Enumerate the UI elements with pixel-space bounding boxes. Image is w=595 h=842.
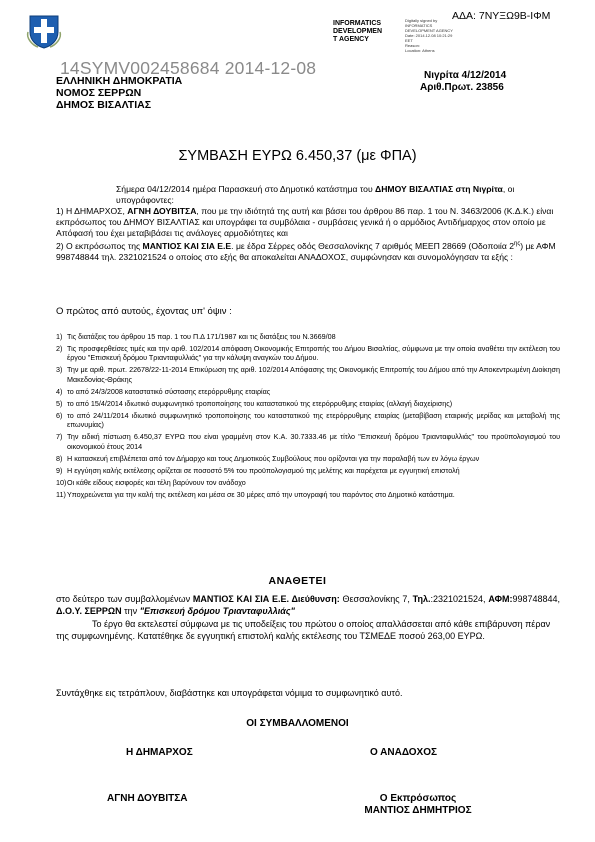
text: :2321021524, xyxy=(430,594,489,604)
item-number: 2) xyxy=(56,344,63,353)
date-protocol-header xyxy=(420,70,506,94)
project-name: "Επισκευή δρόμου Τριανταφυλλιάς" xyxy=(139,605,295,616)
execution-note: Το έργο θα εκτελεστεί σύμφωνα με τις υποδείξεις του πρώτου ο οποίος απαλλάσσεται από κάθε επιβάρυνση πέραν της συμφωνημένης. Κατατέθηκε δε εγγυητική επιστολή καλής εκτέλεσης του ΤΣΜΕΔΕ ποσού 263,00 ΕΥΡΩ. xyxy=(56,619,551,641)
sig-line: Location: Athens xyxy=(405,48,435,53)
sig-line: INFORMATICS xyxy=(405,23,433,28)
text: στο δεύτερο των συμβαλλομένων xyxy=(56,594,193,604)
first-party-heading: Ο πρώτος από αυτούς, έχοντας υπ' όψιν : xyxy=(56,306,232,317)
issuer-header xyxy=(56,75,182,111)
item-number: 1) xyxy=(56,332,63,341)
item-text: Οι κάθε είδους εισφορές και τέλη βαρύνουν τον ανάδοχο xyxy=(67,477,246,487)
document-title: ΣΥΜΒΑΣΗ ΕΥΡΩ 6.450,37 (με ΦΠΑ) xyxy=(178,148,417,164)
sig-line: Reason: xyxy=(405,43,420,48)
signing-note: Συντάχθηκε εις τετράπλουν, διαβάστηκε και υπογράφεται νόμιμα το συμφωνητικό αυτό. xyxy=(56,688,403,698)
item-number: 6) xyxy=(56,410,63,420)
terms-list xyxy=(56,332,560,502)
superscript: ης xyxy=(513,241,521,247)
item-text: Η κατασκευή επιβλέπεται από τον Δήμαρχο και τους Δημοτικούς Συμβούλους που ορίζονται για την παραλαβή των εν λόγω έργων xyxy=(67,453,480,463)
item-text: το από 15/4/2014 ιδιωτικό συμφωνητικό τροποποίησης του καταστατικού της ετερόρρυθμης εταιρίας (αλλαγή διαχείρισης) xyxy=(67,398,453,408)
item-number: 11) xyxy=(56,489,66,499)
item-number: 10) xyxy=(56,477,67,487)
issuer-line: ΕΛΛΗΝΙΚΗ ΔΗΜΟΚΡΑΤΙΑ xyxy=(56,75,183,87)
assignment-paragraph xyxy=(56,594,560,642)
sig-line: EET xyxy=(405,38,413,43)
sig-line: DEVELOPMENT AGENCY xyxy=(405,28,453,33)
document-date: Νιγρίτα 4/12/2014 xyxy=(424,70,507,81)
contracting-parties-heading: ΟΙ ΣΥΜΒΑΛΛΟΜΕΝΟΙ xyxy=(246,718,349,729)
item-text: Τις προσφερθείσες τιμές και την αριθ. 102/2014 απόφαση Οικονομικής Επιτροπής του Δήμου Βισαλτίας, σύμφωνα με την οποία αναθέτει την εκτέλεση του έργου "Επισκευή δρόμου Τριανταφυλλιάς" για την κάλυψη αναγκών του Δήμου. xyxy=(67,344,560,363)
list-item xyxy=(56,454,560,463)
phone-label: Τηλ. xyxy=(412,594,431,604)
contractor-signature-block xyxy=(353,793,483,817)
list-item xyxy=(56,332,560,341)
representative-name: ΜΑΝΤΙΟΣ ΔΗΜΗΤΡΙΟΣ xyxy=(364,805,472,816)
list-item xyxy=(56,432,560,451)
contractor-name: ΜΑΝΤΙΟΣ ΚΑΙ ΣΙΑ Ε.Ε xyxy=(142,240,232,251)
item-text: Τις διατάξεις του άρθρου 15 παρ. 1 του Π.Δ 171/1987 και τις διατάξεις του Ν.3669/08 xyxy=(67,332,336,341)
item-number: 4) xyxy=(56,386,63,396)
text: , οι υπογράφοντες: xyxy=(116,184,515,205)
mayor-name: ΑΓΝΗ ΔΟΥΒΙΤΣΑ xyxy=(127,206,197,216)
digital-signature-block xyxy=(405,18,453,53)
representative-label: Ο Εκπρόσωπος xyxy=(379,793,457,804)
item-number: 8) xyxy=(56,453,63,463)
item-text: το από 24/3/2008 καταστατικό σύστασης ετερόρρυθμης εταιρίας xyxy=(67,386,271,396)
issuer-line: ΝΟΜΟΣ ΣΕΡΡΩΝ xyxy=(56,87,142,99)
intro-line-1 xyxy=(56,184,560,206)
contractor-address-label: ΜΑΝΤΙΟΣ ΚΑΙ ΣΙΑ Ε.Ε. Διεύθυνση: xyxy=(192,594,340,604)
item-number: 3) xyxy=(56,365,63,375)
info-line: T AGENCY xyxy=(333,36,369,43)
mayor-signature-name: ΑΓΝΗ ΔΟΥΒΙΤΣΑ xyxy=(107,793,188,804)
party-1 xyxy=(56,206,560,239)
text: . με έδρα Σέρρες οδός Θεσσαλονίκης 7 αριθμός ΜΕΕΠ 28669 (Οδοποιία 2 xyxy=(231,240,514,251)
list-item xyxy=(56,387,560,396)
item-text: Την με αριθ. πρωτ. 22678/22-11-2014 Επικύρωση της αριθ. 102/2014 Απόφασης της Οικονομικής Επιτροπής του Δήμου από την Αποκεντρωμένη Διοίκηση Μακεδονίας-Θράκης xyxy=(67,365,560,384)
informatics-agency-label xyxy=(333,20,382,44)
contractor-role: Ο ΑΝΑΔΟΧΟΣ xyxy=(370,747,437,758)
greek-emblem-logo xyxy=(24,10,64,50)
item-text: το από 24/11/2014 ιδιωτικό συμφωνητικό τροποποίησης του καταστατικού της ετερόρρυθμης εταιρίας (μεταβίβαση εταιρικής μερίδας και μεταβολή της επωνυμίας) xyxy=(67,410,560,430)
text: την xyxy=(121,605,140,616)
item-number: 7) xyxy=(56,432,63,442)
ada-code: ΑΔΑ: 7ΝΥΞΩ9Β-ΙΦΜ xyxy=(452,10,551,22)
list-item xyxy=(56,344,560,363)
party-2 xyxy=(56,239,560,263)
protocol-number: Αριθ.Πρωτ. 23856 xyxy=(420,82,504,93)
item-number: 9) xyxy=(56,465,63,475)
issuer-line: ΔΗΜΟΣ ΒΙΣΑΛΤΙΑΣ xyxy=(56,99,151,111)
list-item xyxy=(56,466,560,475)
item-text: Η εγγύηση καλής εκτέλεσης ορίζεται σε ποσοστό 5% του προϋπολογισμού της μελέτης και παρέχεται με εγγυητική επιστολή xyxy=(67,465,460,475)
intro-paragraph xyxy=(56,184,560,263)
info-line: INFORMATICS xyxy=(333,20,382,27)
sig-line: Date: 2014.12.08 10:21:29 xyxy=(405,33,453,38)
item-number: 5) xyxy=(56,398,63,408)
text: 2) Ο εκπρόσωπος της xyxy=(56,240,143,251)
municipality-name: ΔΗΜΟΥ ΒΙΣΑΛΤΙΑΣ στη Νιγρίτα xyxy=(375,184,503,194)
assignee-line xyxy=(56,594,560,617)
text: 998748844, xyxy=(512,594,561,604)
list-item xyxy=(56,399,560,408)
list-item xyxy=(56,411,560,430)
tax-office: Δ.Ο.Υ. ΣΕΡΡΩΝ xyxy=(56,605,122,616)
text: Σήμερα 04/12/2014 ημέρα Παρασκευή στο Δημοτικό κατάστημα του xyxy=(116,184,376,194)
sig-line: Digitally signed by xyxy=(405,18,438,23)
item-text: Την ειδική πίστωση 6.450,37 ΕΥΡΩ που είναι γραμμένη στον Κ.Α. 30.7333.46 με τίτλο "Επισκευή δρόμου Τριανταφυλλιάς" του προϋπολογισμού του οικονομικού έτους 2014 xyxy=(67,432,560,451)
registration-stamp: 14SYMV002458684 2014-12-08 xyxy=(60,58,317,78)
vat-label: ΑΦΜ: xyxy=(488,594,513,604)
text: ) με ΑΦΜ 998748844 τηλ. 2321021524 ο οποίος στο εξής θα αποκαλείται ΑΝΑΔΟΧΟΣ, συμφώνησαν και συνομολόγησαν τα εξής : xyxy=(56,240,556,262)
assigns-heading: ΑΝΑΘΕΤΕΙ xyxy=(268,575,327,587)
item-text: Υποχρεώνεται για την καλή της εκτέλεση και μέσα σε 30 μέρες από την υπογραφή του παρόντος στο Δημοτικό κατάστημα. xyxy=(67,489,455,499)
list-item xyxy=(56,478,560,487)
text: , που με την ιδιότητά της αυτή και βάσει του άρθρου 86 παρ. 1 του Ν. 3463/2006 (Κ.Δ.Κ.) είναι εκπρόσωπος του ΔΗΜΟΥ ΒΙΣΑΛΤΙΑΣ και υπογράφει τα συμβόλαια - συμβάσεις γενικά ή ο αρμόδιος Αντιδήμαρχος στον οποίο με Απόφασή του έχει μεταβιβάσει τις ανάλογες αρμοδιότητες και xyxy=(56,206,554,238)
list-item xyxy=(56,365,560,384)
list-item xyxy=(56,490,560,499)
text: 1) Η ΔΗΜΑΡΧΟΣ, xyxy=(56,206,128,216)
mayor-role: Η ΔΗΜΑΡΧΟΣ xyxy=(126,747,193,758)
text: Θεσσαλονίκης 7, xyxy=(339,594,413,604)
info-line: DEVELOPMEN xyxy=(333,28,383,35)
